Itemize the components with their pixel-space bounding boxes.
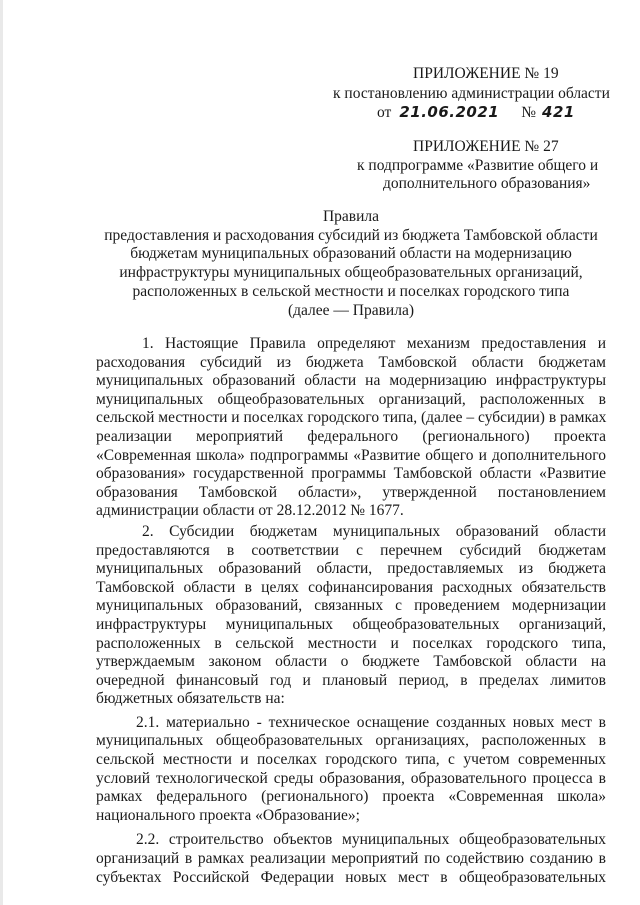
- text-line: рамках федерального (регионального) проекта «Современная школа»: [96, 788, 606, 806]
- text-line: образования Тамбовской области», утвержденной постановлением: [96, 483, 606, 501]
- date-prefix: от: [377, 104, 392, 121]
- rules-title-line: бюджетам муниципальных образований области на модернизацию: [130, 245, 572, 263]
- handwritten-date: 21.06.2021: [399, 103, 500, 121]
- paragraph-2: [96, 523, 606, 709]
- text-line: муниципальных общеобразовательных организациях, расположенных в: [96, 732, 606, 750]
- text-line: 2.1. материально - техническое оснащение созданных новых мест в: [136, 713, 606, 731]
- scan-edge: [0, 0, 3, 905]
- rules-title-line: инфраструктуры муниципальных общеобразовательных организаций,: [119, 264, 583, 282]
- document-body: [96, 335, 606, 887]
- handwritten-number: 421: [542, 103, 575, 121]
- text-line: очередной финансовый год и плановый период, в пределах лимитов: [96, 671, 606, 689]
- text-line: муниципальных образований области, предоставляемых из бюджета: [96, 560, 606, 578]
- appendix-27-line1: к подпрограмме «Развитие общего и: [357, 157, 599, 174]
- appendix-27-line2: дополнительного образования»: [383, 175, 591, 192]
- text-line: бюджетных обязательств на:: [96, 690, 285, 708]
- text-line: расходования субсидий из бюджета Тамбовской области бюджетам: [96, 353, 606, 371]
- text-line: сельской местности и поселках городского типа, с учетом современных: [96, 751, 606, 769]
- text-line: Тамбовской области в целях софинансирования расходных обязательств: [96, 578, 606, 596]
- text-line: 2. Субсидии бюджетам муниципальных образований области: [142, 522, 606, 540]
- text-line: утверждаемым законом области о бюджете Тамбовской области на: [96, 653, 606, 671]
- rules-title-line: предоставления и расходования субсидий из бюджета Тамбовской области: [104, 226, 598, 244]
- text-line: условий технологической среды образования, образовательного процесса в: [96, 769, 606, 787]
- text-line: организаций в рамках реализации мероприятий по содействию созданию в: [96, 850, 606, 868]
- paragraph-2-2: [96, 831, 606, 887]
- text-line: «Современная школа» подпрограммы «Развитие общего и дополнительного: [96, 446, 606, 464]
- number-label: №: [521, 104, 537, 121]
- appendix-19-subtitle: к постановлению администрации области: [333, 85, 610, 102]
- appendix-19-title: ПРИЛОЖЕНИЕ № 19: [413, 65, 559, 82]
- text-line: субъектах Российской Федерации новых мест в общеобразовательных: [96, 868, 606, 886]
- paragraph-2-1: [96, 714, 606, 826]
- text-line: инфраструктуры муниципальных общеобразовательных организаций,: [96, 615, 606, 633]
- appendix-19-date-line: [377, 103, 575, 122]
- text-line: 1. Настоящие Правила определяют механизм предоставления и: [142, 335, 606, 352]
- paragraph-1: [96, 335, 606, 521]
- text-line: администрации области от 28.12.2012 № 1677.: [96, 502, 404, 520]
- text-line: предоставляются в соответствии с перечнем субсидий бюджетам: [96, 541, 606, 559]
- rules-title-line: (далее — Правила): [287, 301, 415, 319]
- appendix-27-title: ПРИЛОЖЕНИЕ № 27: [413, 138, 559, 155]
- rules-title-line: расположенных в сельской местности и поселках городского типа: [132, 282, 570, 300]
- rules-heading: Правила: [322, 208, 380, 225]
- text-line: образования» государственной программы Тамбовской области «Развитие: [96, 465, 606, 483]
- text-line: реализации мероприятий федерального (регионального) проекта: [96, 427, 606, 445]
- rules-title-block: [96, 208, 606, 320]
- text-line: сельской местности и поселках городского типа, (далее – субсидии) в рамках: [96, 409, 607, 427]
- text-line: национального проекта «Образование»;: [96, 806, 360, 824]
- text-line: 2.2. строительство объектов муниципальных общеобразовательных: [136, 831, 606, 849]
- text-line: муниципальных образований области на модернизацию инфраструктуры: [96, 372, 606, 390]
- text-line: муниципальных образований, связанных с проведением модернизации: [96, 597, 606, 615]
- text-line: муниципальных общеобразовательных организаций, расположенных в: [96, 390, 606, 408]
- text-line: расположенных в сельской местности и поселках городского типа,: [96, 634, 606, 652]
